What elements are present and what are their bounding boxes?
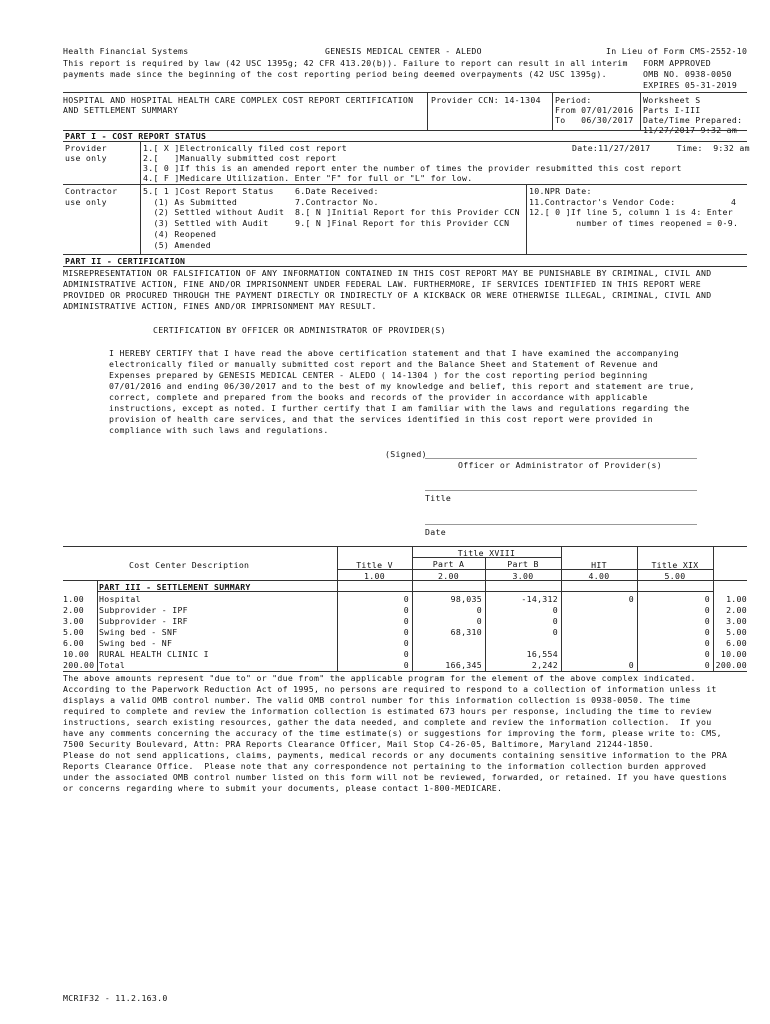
footer-text: have any comments concerning the accuracy of the time estimate(s) or suggestions for improving the form, please write to: CMS,	[63, 728, 722, 738]
certification-body: compliance with such laws and regulations.	[109, 425, 329, 435]
footer-text: 7500 Security Boulevard, Attn: PRA Reports Clearance Officer, Mail Stop C4-26-05, Baltimore, Maryland 21244-1850.	[63, 739, 654, 749]
divider	[526, 184, 527, 254]
line-number: 10.00	[720, 649, 747, 659]
line-number: 3.00	[63, 616, 84, 626]
date-received: 6.Date Received:	[295, 186, 379, 196]
law-notice-line-2: payments made since the beginning of the cost reporting period being deemed overpayments (42 USC 1395g).	[63, 69, 607, 79]
report-subtitle: AND SETTLEMENT SUMMARY	[63, 105, 179, 115]
reopened-line: 12.[ 0 ]If line 5, column 1 is 4: Enter	[529, 207, 733, 217]
provider-use-label: Provider	[65, 143, 107, 153]
line-number: 200.00	[63, 660, 95, 670]
hit-value: 0	[628, 660, 634, 670]
final-report: 9.[ N ]Final Report for this Provider CCN	[295, 218, 510, 228]
date-label: Date	[425, 527, 446, 537]
misrepresentation-text: ADMINISTRATIVE ACTION, FINE AND/OR IMPRISONMENT UNDER FEDERAL LAW. FURTHERMORE, IF SERVICES IDENTIFIED IN THIS REPORT WERE	[63, 279, 701, 289]
divider	[63, 184, 747, 185]
title-v-value: 0	[403, 627, 409, 637]
provider-ccn: Provider CCN: 14-1304	[431, 95, 541, 105]
line-number: 5.00	[726, 627, 747, 637]
cost-center: Swing bed - NF	[99, 638, 173, 648]
title-xix-header: Title XIX	[651, 560, 699, 570]
divider	[140, 184, 141, 254]
line-number: 6.00	[63, 638, 84, 648]
period-label: Period:	[555, 95, 592, 105]
line-number: 6.00	[726, 638, 747, 648]
part-b-value: -14,312	[521, 594, 558, 604]
misrepresentation-text: ADMINISTRATIVE ACTION, FINES AND/OR IMPRISONMENT MAY RESULT.	[63, 301, 377, 311]
title-v-value: 0	[403, 649, 409, 659]
title-xix-value: 0	[704, 638, 710, 648]
title-v-value: 0	[403, 605, 409, 615]
part-b-header: Part B	[507, 559, 539, 569]
column-number: 3.00	[512, 571, 534, 581]
provider-name: GENESIS MEDICAL CENTER - ALEDO	[325, 46, 482, 56]
title-v-header: Title V	[356, 560, 393, 570]
footer-text: under the associated OMB control number listed on this form will not be reviewed, forwarded, or retained. If you have questions	[63, 772, 728, 782]
part-a-value: 166,345	[445, 660, 482, 670]
title-label: Title	[425, 493, 452, 503]
software-version: MCRIF32 - 11.2.163.0	[63, 993, 168, 1003]
form-approved: FORM APPROVED	[643, 58, 711, 68]
certification-body: electronically filed or manually submitted cost report and the Balance Sheet and Statement of Revenue and	[109, 359, 659, 369]
column-number: 2.00	[438, 571, 459, 581]
filed-date-time: Date:11/27/2017 Time: 9:32 am	[572, 143, 750, 153]
certification-title: CERTIFICATION BY OFFICER OR ADMINISTRATOR OF PROVIDER(S)	[153, 325, 446, 335]
date-line	[425, 524, 697, 525]
period-from: From 07/01/2016	[555, 105, 634, 115]
footer-text: displays a valid OMB control number. The valid OMB control number for this information collection is 0938-0050. The time	[63, 695, 691, 705]
cost-center: Total	[99, 660, 126, 670]
cost-center: Subprovider - IRF	[99, 616, 188, 626]
footer-text: According to the Paperwork Reduction Act of 1995, no persons are required to respond to a collection of information unless it	[63, 684, 717, 694]
medicare-utilization: 4.[ F ]Medicare Utilization. Enter "F" for full or "L" for low.	[143, 173, 473, 183]
form-reference: In Lieu of Form CMS-2552-10	[606, 46, 748, 56]
worksheet-label: Worksheet S	[643, 95, 701, 105]
date-prepared-value: 11/27/2017 9:32 am	[643, 125, 738, 135]
column-number: 5.00	[664, 571, 686, 581]
title-v-value: 0	[403, 660, 409, 670]
law-notice-line-1: This report is required by law (42 USC 1395g; 42 CFR 413.20(b)). Failure to report can result in all interim	[63, 58, 628, 68]
officer-label: Officer or Administrator of Provider(s)	[458, 460, 662, 470]
software-name: Health Financial Systems	[63, 46, 189, 56]
title-xviii-header: Title XVIII	[457, 548, 516, 558]
divider	[552, 92, 553, 130]
part-a-header: Part A	[432, 559, 465, 569]
divider	[63, 92, 747, 93]
cost-center-header: Cost Center Description	[129, 560, 250, 570]
certification-body: 07/01/2016 and ending 06/30/2017 and to the best of my knowledge and belief, this report and statement are true,	[109, 381, 695, 391]
title-line	[425, 490, 697, 491]
contractor-use-label: Contractor	[65, 186, 118, 196]
amended-count: 3.[ 0 ]If this is an amended report enter the number of times the provider resubmitted this cost report	[143, 163, 682, 173]
title-xix-value: 0	[704, 627, 710, 637]
part-b-value: 0	[552, 605, 558, 615]
manually-submitted: 2.[ ]Manually submitted cost report	[143, 153, 337, 163]
table-border	[97, 580, 98, 672]
misrepresentation-text: MISREPRESENTATION OR FALSIFICATION OF ANY INFORMATION CONTAINED IN THIS COST REPORT MAY BE PUNISHABLE BY CRIMINAL, CIVIL AND	[63, 268, 712, 278]
title-v-value: 0	[403, 594, 409, 604]
contractor-number: 7.Contractor No.	[295, 197, 379, 207]
reopened-line: number of times reopened = 0-9.	[529, 218, 739, 228]
footer-text: or concerns regarding where to submit your documents, please contact 1-800-MEDICARE.	[63, 783, 503, 793]
period-to: To 06/30/2017	[555, 115, 634, 125]
provider-use-label: use only	[65, 153, 107, 163]
footer-text: The above amounts represent "due to" or "due from" the applicable program for the element of the above complex indicated.	[63, 673, 696, 683]
line-number: 200.00	[715, 660, 747, 670]
cost-center: RURAL HEALTH CLINIC I	[99, 649, 209, 659]
cost-center: Hospital	[99, 594, 141, 604]
divider	[63, 141, 747, 142]
title-xix-value: 0	[704, 660, 710, 670]
title-v-value: 0	[403, 616, 409, 626]
certification-body: provision of health care services, and that the services identified in this cost report were provided in	[109, 414, 653, 424]
status-item: 5.[ 1 ]Cost Report Status	[143, 186, 274, 196]
status-item: (2) Settled without Audit	[143, 207, 285, 217]
part-a-value: 98,035	[450, 594, 482, 604]
divider	[63, 266, 747, 267]
initial-report: 8.[ N ]Initial Report for this Provider CCN	[295, 207, 520, 217]
title-v-value: 0	[403, 638, 409, 648]
part3-heading: PART III - SETTLEMENT SUMMARY	[99, 582, 251, 592]
expiration-date: EXPIRES 05-31-2019	[643, 80, 738, 90]
part-a-value: 0	[476, 605, 482, 615]
part-a-value: 68,310	[450, 627, 482, 637]
certification-body: instructions, except as noted. I further certify that I am familiar with the laws and regulations regarding the	[109, 403, 690, 413]
part2-heading: PART II - CERTIFICATION	[65, 256, 186, 266]
footer-text: required to complete and review the information collection is estimated 673 hours per response, including the time to review	[63, 706, 712, 716]
part-b-value: 0	[552, 616, 558, 626]
hit-value: 0	[628, 594, 634, 604]
column-number: 4.00	[588, 571, 610, 581]
footer-text: instructions, search existing resources, gather the data needed, and complete and review the information collection. If you	[63, 717, 712, 727]
footer-text: Reports Clearance Office. Please note that any correspondence not pertaining to the information collection burden approved	[63, 761, 707, 771]
cost-center: Swing bed - SNF	[99, 627, 178, 637]
date-prepared-label: Date/Time Prepared:	[643, 115, 743, 125]
line-number: 5.00	[63, 627, 84, 637]
part-a-value: 0	[476, 616, 482, 626]
divider	[140, 141, 141, 184]
table-border	[63, 671, 747, 672]
title-xix-value: 0	[704, 605, 710, 615]
part-b-value: 2,242	[531, 660, 558, 670]
status-item: (5) Amended	[143, 240, 211, 250]
line-number: 2.00	[726, 605, 747, 615]
title-xix-value: 0	[704, 594, 710, 604]
parts-label: Parts I-III	[643, 105, 701, 115]
table-border	[63, 546, 747, 547]
report-title: HOSPITAL AND HOSPITAL HEALTH CARE COMPLEX COST REPORT CERTIFICATION	[63, 95, 414, 105]
title-xix-value: 0	[704, 616, 710, 626]
electronically-filed: 1.[ X ]Electronically filed cost report	[143, 143, 347, 153]
hit-header: HIT	[591, 560, 607, 570]
part-b-value: 16,554	[526, 649, 558, 659]
status-item: (1) As Submitted	[143, 197, 238, 207]
divider	[640, 92, 641, 130]
line-number: 10.00	[63, 649, 90, 659]
vendor-code-label: 11.Contractor's Vendor Code:	[529, 197, 676, 207]
omb-number: OMB NO. 0938-0050	[643, 69, 732, 79]
line-number: 3.00	[726, 616, 747, 626]
cost-center: Subprovider - IPF	[99, 605, 188, 615]
npr-date: 10.NPR Date:	[529, 186, 592, 196]
line-number: 2.00	[63, 605, 84, 615]
part-b-value: 0	[552, 627, 558, 637]
status-item: (3) Settled with Audit	[143, 218, 269, 228]
line-number: 1.00	[726, 594, 747, 604]
certification-body: I HEREBY CERTIFY that I have read the above certification statement and that I have examined the accompanying	[109, 348, 679, 358]
line-number: 1.00	[63, 594, 84, 604]
certification-body: Expenses prepared by GENESIS MEDICAL CENTER - ALEDO ( 14-1304 ) for the cost reporting period beginning	[109, 370, 648, 380]
title-xix-value: 0	[704, 649, 710, 659]
status-item: (4) Reopened	[143, 229, 217, 239]
certification-body: correct, complete and prepared from the books and records of the provider in accordance with applicable	[109, 392, 648, 402]
column-number: 1.00	[364, 571, 385, 581]
footer-text: Please do not send applications, claims, payments, medical records or any documents containing sensitive information to the PRA	[63, 750, 728, 760]
signed-label: (Signed)	[385, 449, 427, 459]
divider	[63, 254, 747, 255]
vendor-code-value: 4	[731, 197, 737, 207]
misrepresentation-text: PROVIDED OR PROCURED THROUGH THE PAYMENT DIRECTLY OR INDIRECTLY OF A KICKBACK OR WERE OTHERWISE ILLEGAL, CRIMINAL, CIVIL AND	[63, 290, 712, 300]
signature-line	[425, 458, 697, 459]
contractor-use-label: use only	[65, 197, 107, 207]
part1-heading: PART I - COST REPORT STATUS	[65, 131, 207, 141]
divider	[427, 92, 428, 130]
